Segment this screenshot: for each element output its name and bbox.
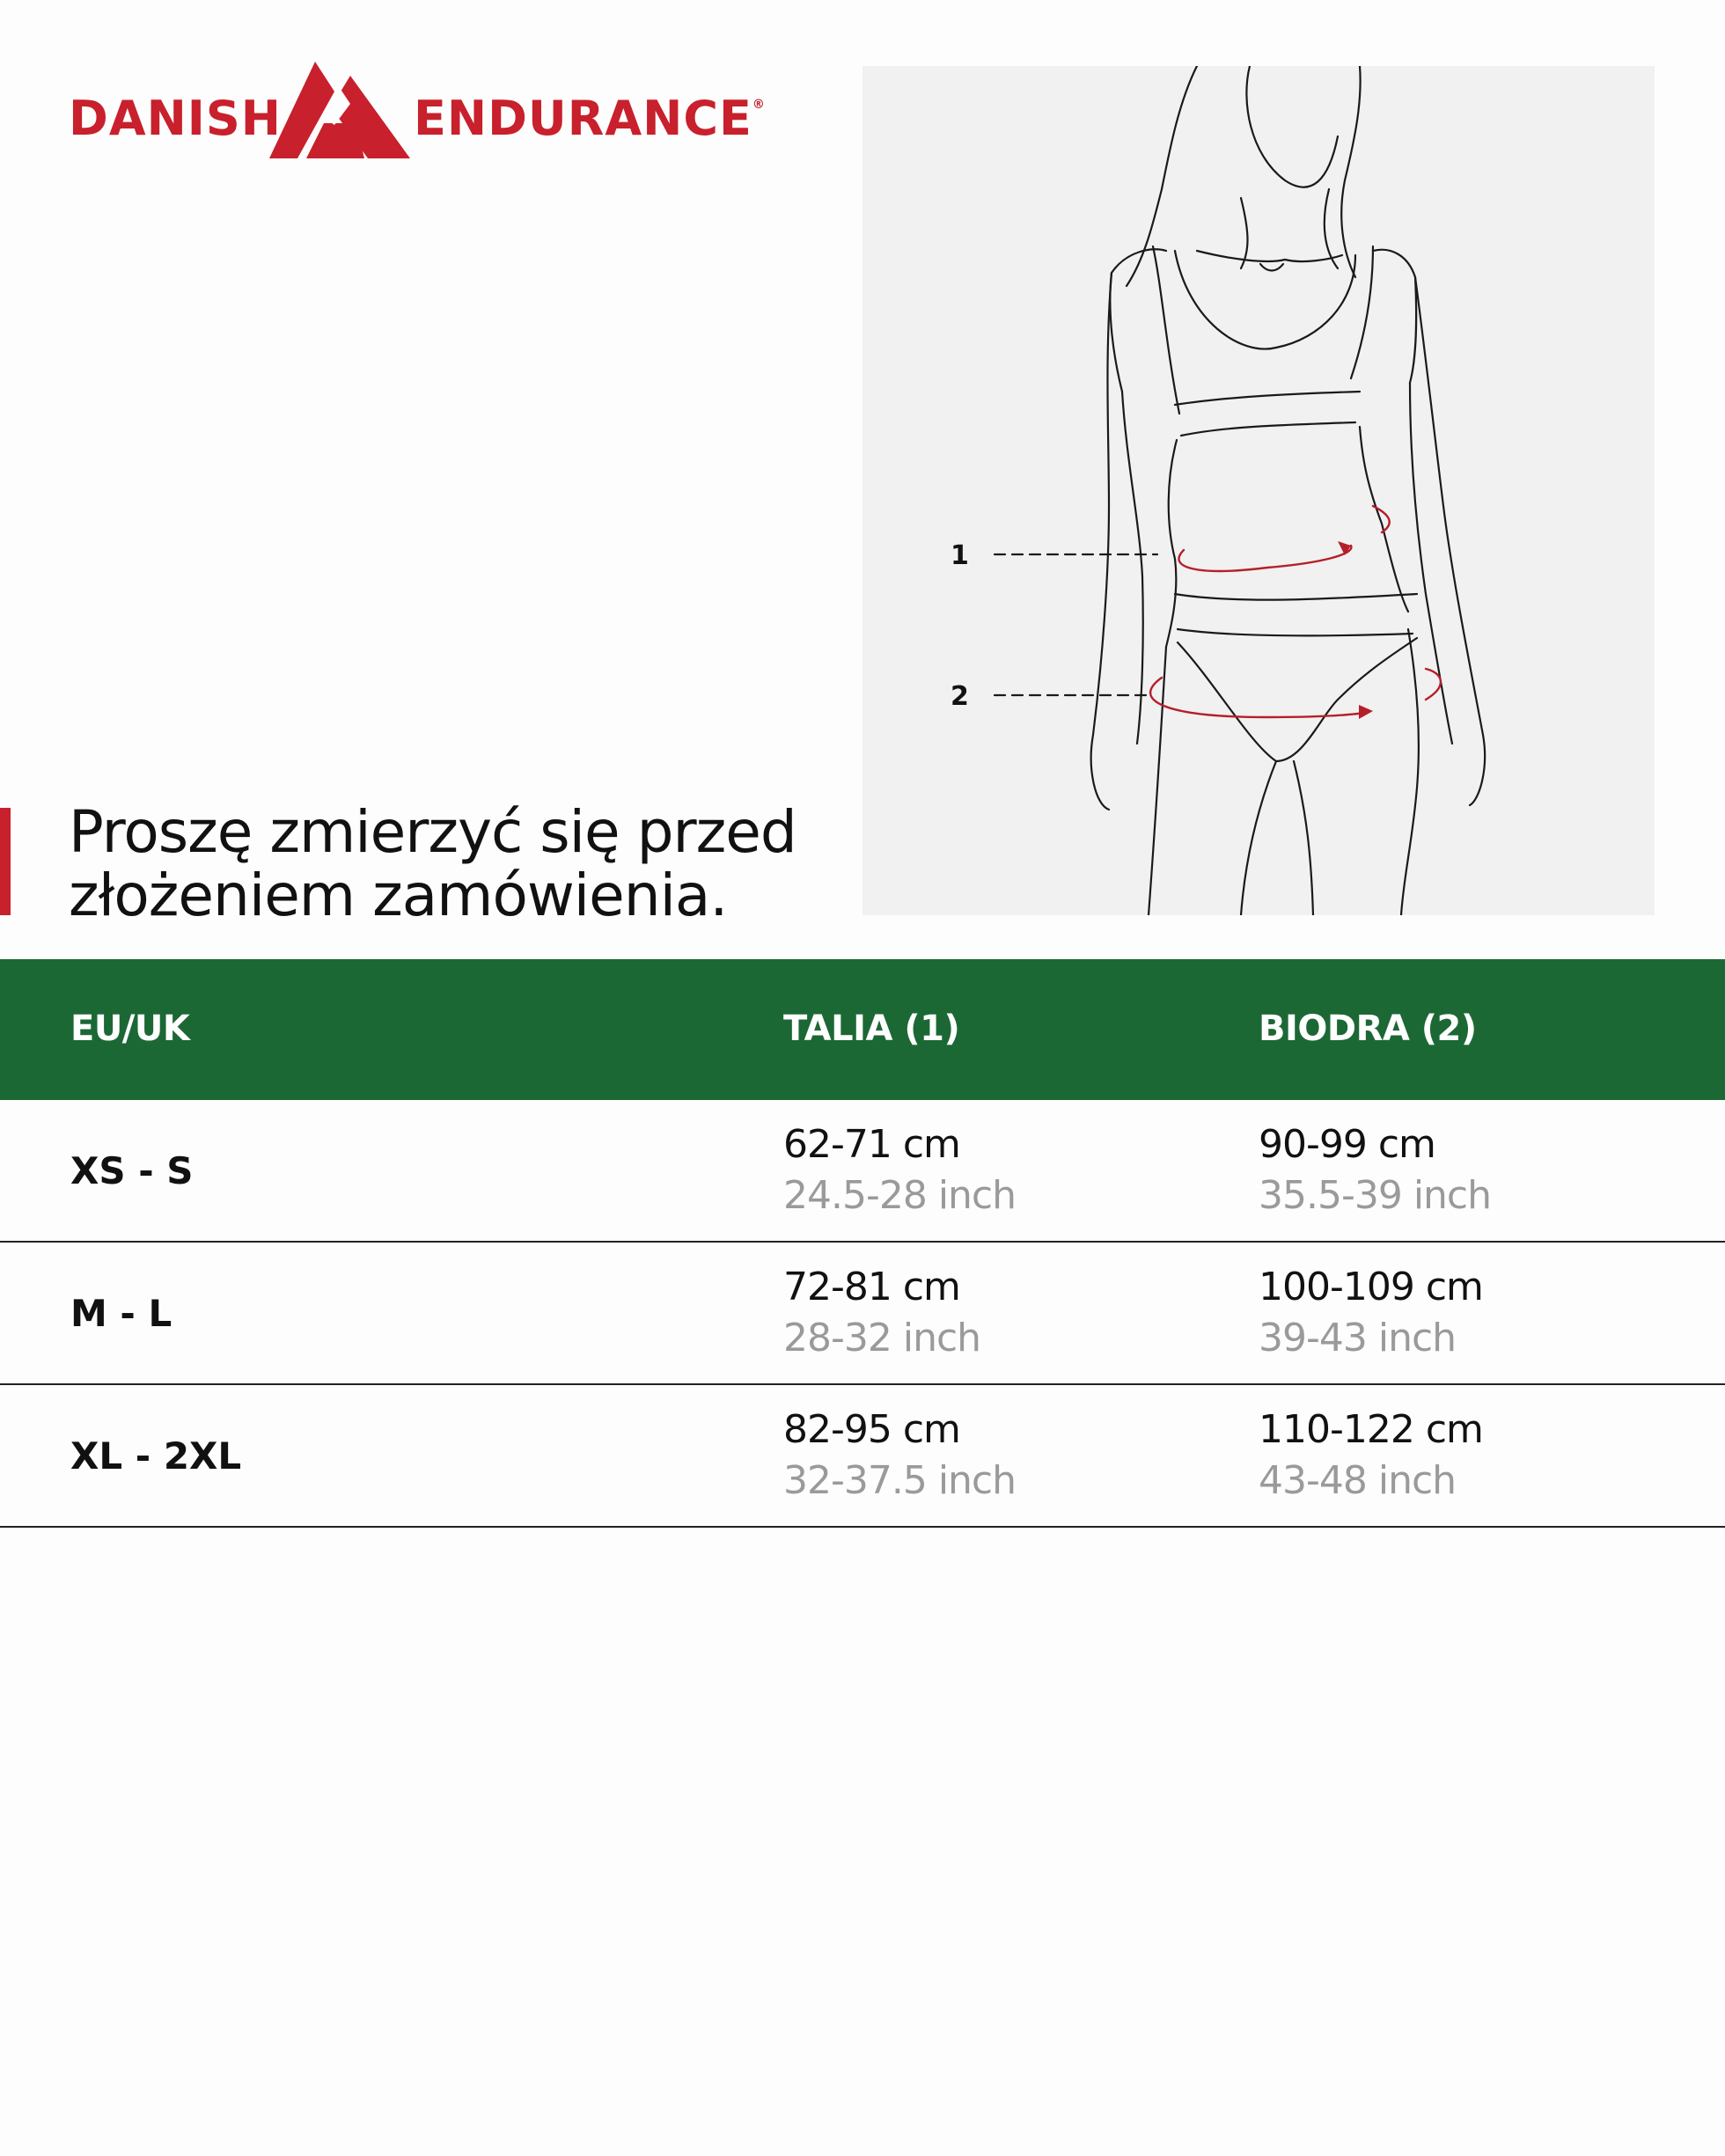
headline: [69, 798, 843, 929]
brand-name-right: ENDURANCE®: [414, 91, 766, 146]
table-header: [0, 959, 1725, 1100]
waist-inch: 28-32 inch: [783, 1316, 981, 1360]
hips-inch: 35.5-39 inch: [1259, 1173, 1492, 1218]
waist-cm: 72-81 cm: [783, 1265, 960, 1309]
hips-cm: 110-122 cm: [1259, 1407, 1483, 1452]
brand-name-left: DANISH: [69, 91, 282, 146]
waist-inch: 24.5-28 inch: [783, 1173, 1017, 1218]
column-header-waist: TALIA (1): [783, 1008, 960, 1049]
hips-measurement: [1259, 1262, 1483, 1364]
size-label: XL - 2XL: [70, 1434, 242, 1478]
table-row: [0, 1243, 1725, 1385]
hips-measurement: [1259, 1119, 1491, 1221]
waist-measurement: [783, 1404, 1016, 1507]
column-header-size: EU/UK: [70, 1008, 190, 1049]
column-header-hips: BIODRA (2): [1259, 1008, 1477, 1049]
size-label: M - L: [70, 1292, 172, 1335]
registered-mark: ®: [752, 98, 766, 112]
hips-inch: 43-48 inch: [1259, 1458, 1457, 1503]
hips-inch: 39-43 inch: [1259, 1316, 1457, 1360]
hips-cm: 100-109 cm: [1259, 1265, 1483, 1309]
callout-label-2: 2: [951, 681, 969, 712]
waist-cm: 82-95 cm: [783, 1407, 960, 1452]
callout-label-1: 1: [951, 540, 969, 571]
headline-accent-bar: [0, 808, 11, 915]
size-table: [0, 959, 1725, 1528]
brand-logo: [69, 62, 766, 158]
hips-measurement: [1259, 1404, 1483, 1507]
table-row: [0, 1100, 1725, 1243]
hips-cm: 90-99 cm: [1259, 1122, 1435, 1167]
mountain-logo-icon: [269, 62, 410, 158]
table-row: [0, 1385, 1725, 1528]
waist-measurement: [783, 1119, 1016, 1221]
measurement-illustration: [862, 66, 1655, 915]
size-label: XS - S: [70, 1149, 194, 1192]
waist-cm: 62-71 cm: [783, 1122, 960, 1167]
headline-line-2: złożeniem zamówienia.: [69, 862, 728, 929]
headline-line-1: Proszę zmierzyć się przed: [69, 798, 796, 866]
waist-inch: 32-37.5 inch: [783, 1458, 1017, 1503]
waist-measurement: [783, 1262, 980, 1364]
